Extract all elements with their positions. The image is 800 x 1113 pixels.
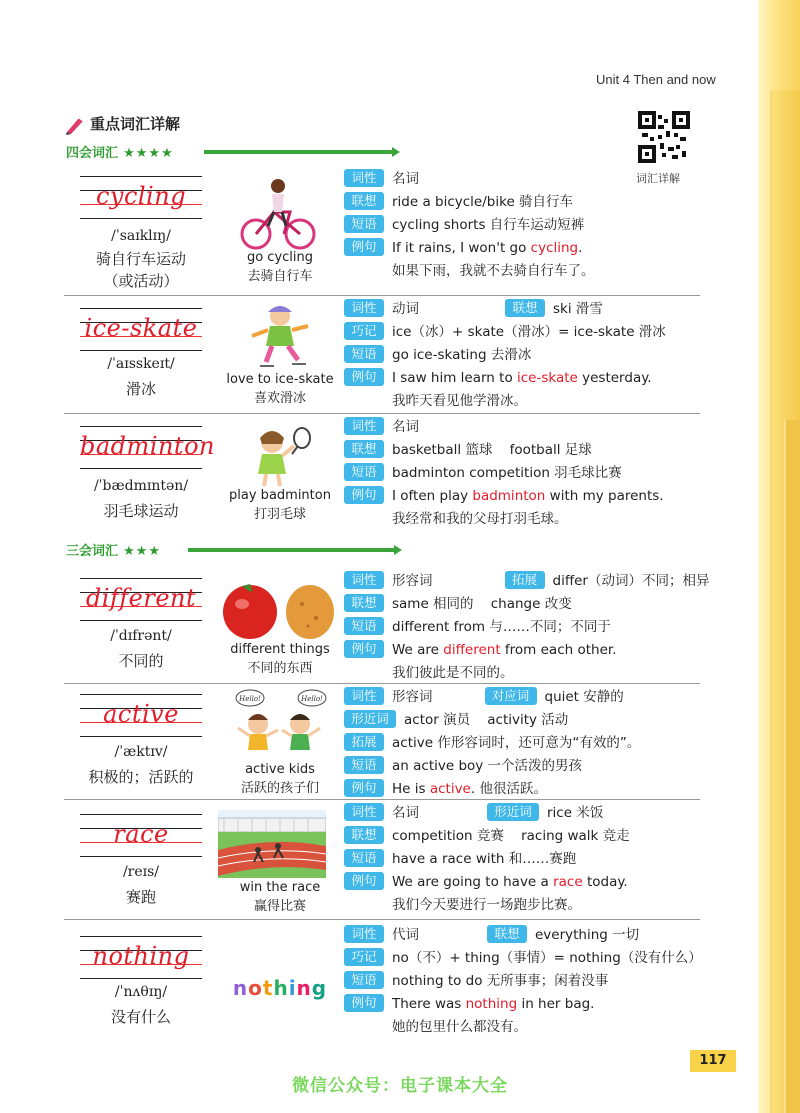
meaning bbox=[64, 886, 218, 908]
detail-text: ride a bicycle/bike 骑自行车 bbox=[392, 194, 574, 210]
detail-text: basketball 篮球 football 足球 bbox=[392, 442, 592, 458]
tag-label: 例句 bbox=[344, 779, 384, 797]
picture-caption bbox=[214, 370, 346, 408]
tag-label: 例句 bbox=[344, 872, 384, 890]
detail-text: 名词 bbox=[392, 805, 419, 821]
tag-label: 巧记 bbox=[344, 322, 384, 340]
word-writing-lines bbox=[80, 176, 202, 220]
translation: 如果下雨，我就不去骑自行车了。 bbox=[392, 263, 595, 279]
detail-text: ski 滑雪 bbox=[553, 301, 603, 317]
vocab-word: ice-skate bbox=[84, 314, 198, 342]
example-text: today. bbox=[582, 874, 628, 890]
example-row bbox=[344, 367, 704, 390]
detail-text: 形容词 bbox=[392, 689, 433, 705]
detail-text: differ（动词）不同；相异 bbox=[552, 573, 710, 589]
vocab-entry-active bbox=[64, 684, 700, 800]
highlight-word: nothing bbox=[465, 996, 518, 1012]
tag-label: 词性 bbox=[344, 803, 384, 821]
meaning-line: 骑自行车运动 bbox=[95, 250, 186, 268]
picture-caption bbox=[214, 878, 346, 916]
picture-caption bbox=[214, 248, 346, 286]
level-divider bbox=[204, 150, 394, 154]
caption-en: active kids bbox=[245, 762, 315, 777]
level-three-stars: ★★★ bbox=[123, 544, 162, 559]
example-text: If it rains, I won't go bbox=[392, 240, 531, 256]
phonetic: /ˈæktɪv/ bbox=[114, 744, 168, 760]
meaning-line: 不同的 bbox=[118, 652, 164, 670]
tag-label: 词性 bbox=[344, 169, 384, 187]
example-text: . bbox=[578, 240, 583, 256]
detail-row bbox=[344, 462, 704, 485]
tag-label: 短语 bbox=[344, 849, 384, 867]
vocab-entry-different bbox=[64, 568, 710, 684]
word-details bbox=[344, 802, 704, 917]
meaning-line: 赛跑 bbox=[125, 888, 156, 906]
vocab-word: race bbox=[113, 820, 169, 848]
meaning bbox=[64, 766, 218, 788]
tag-label: 例句 bbox=[344, 640, 384, 658]
tag-label: 巧记 bbox=[344, 948, 384, 966]
detail-row bbox=[344, 616, 704, 639]
detail-text: 形容词 bbox=[392, 573, 433, 589]
detail-text: no（不）+ thing（事情）= nothing（没有什么） bbox=[392, 950, 702, 966]
vocab-word: different bbox=[85, 584, 197, 612]
level-four-label: 四会词汇 bbox=[66, 146, 119, 161]
detail-row bbox=[344, 825, 704, 848]
example-row bbox=[344, 871, 704, 894]
level-three-label: 三会词汇 bbox=[66, 544, 119, 559]
word-writing-lines bbox=[80, 426, 215, 470]
word-details bbox=[344, 416, 704, 531]
highlight-word: different bbox=[443, 642, 501, 658]
caption-zh: 赢得比赛 bbox=[253, 899, 306, 914]
translation: 我们彼此是不同的。 bbox=[392, 665, 514, 681]
tag-label: 拓展 bbox=[344, 733, 384, 751]
caption-zh: 打羽毛球 bbox=[253, 507, 306, 522]
detail-text: go ice-skating 去滑冰 bbox=[392, 347, 532, 363]
tomato-potato-picture bbox=[218, 578, 342, 640]
pencil-icon bbox=[64, 115, 86, 135]
footer-watermark: 微信公众号：电子课本大全 bbox=[292, 1076, 508, 1096]
detail-row bbox=[344, 947, 704, 970]
tag-label: 联想 bbox=[344, 594, 384, 612]
word-art-letter: n bbox=[232, 976, 249, 1000]
example-text: There was bbox=[392, 996, 466, 1012]
detail-row bbox=[344, 924, 704, 947]
picture-caption bbox=[214, 760, 346, 798]
vocab-entry-cycling bbox=[64, 166, 700, 296]
detail-text: everything 一切 bbox=[535, 927, 640, 943]
tag-label: 例句 bbox=[344, 368, 384, 386]
example-text: We are going to have a bbox=[392, 874, 554, 890]
word-art-letter: h bbox=[273, 976, 289, 1000]
phonetic: /ˈaɪsskeɪt/ bbox=[107, 356, 175, 372]
example-row bbox=[344, 993, 704, 1016]
speech-bubble-text: Hello! bbox=[239, 695, 261, 703]
caption-en: play badminton bbox=[229, 488, 331, 503]
translation: 她的包里什么都没有。 bbox=[392, 1019, 527, 1035]
caption-en: win the race bbox=[239, 880, 321, 895]
translation: 我们今天要进行一场跑步比赛。 bbox=[392, 897, 581, 913]
vocab-entry-ice-skate bbox=[64, 296, 700, 414]
caption-zh: 活跃的孩子们 bbox=[240, 781, 319, 796]
detail-text: 名词 bbox=[392, 171, 419, 187]
detail-row bbox=[344, 593, 704, 616]
detail-row bbox=[344, 191, 704, 214]
word-writing-lines bbox=[80, 578, 202, 622]
detail-text: 代词 bbox=[392, 927, 419, 943]
ice-skate-picture bbox=[222, 304, 338, 372]
tag-label: 例句 bbox=[344, 486, 384, 504]
detail-row bbox=[344, 732, 704, 755]
meaning-line: 滑冰 bbox=[125, 380, 156, 398]
meaning bbox=[64, 378, 218, 400]
caption-en: different things bbox=[230, 642, 330, 657]
meaning bbox=[64, 248, 218, 292]
translation: 我经常和我的父母打羽毛球。 bbox=[392, 511, 568, 527]
caption-zh: 不同的东西 bbox=[247, 661, 313, 676]
detail-row bbox=[344, 298, 704, 321]
tag-label: 短语 bbox=[344, 463, 384, 481]
detail-row bbox=[344, 686, 704, 709]
meaning-line: 积极的；活跃的 bbox=[88, 768, 194, 786]
tag-label: 拓展 bbox=[505, 571, 545, 589]
page-number: 117 bbox=[690, 1050, 736, 1072]
race-track-picture bbox=[218, 810, 326, 878]
unit-title: Unit 4 Then and now bbox=[596, 72, 716, 87]
detail-row bbox=[344, 214, 704, 237]
meaning bbox=[64, 500, 218, 522]
detail-row bbox=[344, 416, 704, 439]
vocab-entry-nothing bbox=[64, 922, 700, 1040]
qr-code-icon bbox=[638, 111, 690, 163]
highlight-word: badminton bbox=[472, 488, 546, 504]
tag-label: 短语 bbox=[344, 345, 384, 363]
tag-label: 例句 bbox=[344, 238, 384, 256]
page-edge-deep bbox=[784, 420, 800, 1113]
example-text: I saw him learn to bbox=[392, 370, 517, 386]
detail-row bbox=[344, 439, 704, 462]
detail-row bbox=[344, 321, 704, 344]
tag-label: 短语 bbox=[344, 756, 384, 774]
word-writing-lines bbox=[80, 936, 202, 980]
tag-label: 词性 bbox=[344, 925, 384, 943]
vocab-word: active bbox=[103, 700, 179, 728]
example-row bbox=[344, 237, 704, 260]
tag-label: 例句 bbox=[344, 994, 384, 1012]
phonetic: /ˈnʌθɪŋ/ bbox=[114, 984, 168, 1000]
example-text: He is bbox=[392, 781, 430, 797]
vocab-word: badminton bbox=[80, 432, 215, 460]
example-row bbox=[344, 485, 704, 508]
phonetic: /ˈdɪfrənt/ bbox=[110, 628, 172, 644]
detail-row bbox=[344, 755, 704, 778]
detail-text: nothing to do 无所事事；闲着没事 bbox=[392, 973, 609, 989]
vocab-entry-race bbox=[64, 800, 700, 920]
phonetic: /ˈbædmɪntən/ bbox=[93, 478, 189, 494]
vocab-entry-badminton bbox=[64, 414, 700, 538]
detail-text: badminton competition 羽毛球比赛 bbox=[392, 465, 622, 481]
section-title: 重点词汇详解 bbox=[90, 115, 181, 133]
phonetic: /ˈsaɪklɪŋ/ bbox=[111, 228, 171, 244]
caption-zh: 喜欢滑冰 bbox=[253, 391, 306, 406]
level-four-stars: ★★★★ bbox=[123, 146, 174, 161]
meaning bbox=[64, 1006, 218, 1028]
word-art-letter: i bbox=[288, 976, 297, 1000]
word-details bbox=[344, 686, 704, 801]
detail-row bbox=[344, 970, 704, 993]
word-details bbox=[344, 570, 710, 685]
tag-label: 短语 bbox=[344, 617, 384, 635]
word-writing-lines bbox=[80, 814, 202, 858]
picture-caption bbox=[214, 640, 346, 678]
tag-label: 短语 bbox=[344, 215, 384, 233]
tag-label: 对应词 bbox=[485, 687, 537, 705]
vocab-word: nothing bbox=[92, 942, 190, 970]
translation: 我昨天看见他学滑冰。 bbox=[392, 393, 527, 409]
tag-label: 联想 bbox=[344, 192, 384, 210]
tag-label: 形近词 bbox=[487, 803, 539, 821]
badminton-picture bbox=[222, 424, 338, 488]
detail-text: different from 与……不同；不同于 bbox=[392, 619, 611, 635]
tag-label: 词性 bbox=[344, 571, 384, 589]
detail-text: actor 演员 activity 活动 bbox=[404, 712, 569, 728]
level-divider bbox=[188, 548, 396, 552]
detail-text: have a race with 和……赛跑 bbox=[392, 851, 577, 867]
word-writing-lines bbox=[80, 308, 202, 352]
detail-text: 名词 bbox=[392, 419, 419, 435]
highlight-word: ice-skate bbox=[517, 370, 578, 386]
tag-label: 联想 bbox=[344, 440, 384, 458]
example-text: yesterday. bbox=[577, 370, 652, 386]
detail-row bbox=[344, 168, 704, 191]
example-text: with my parents. bbox=[545, 488, 664, 504]
detail-text: same 相同的 change 改变 bbox=[392, 596, 572, 612]
caption-zh: 去骑自行车 bbox=[247, 269, 313, 284]
caption-en: love to ice-skate bbox=[226, 372, 334, 387]
word-writing-lines bbox=[80, 694, 202, 738]
word-art-letter: t bbox=[262, 976, 274, 1000]
detail-text: cycling shorts 自行车运动短裤 bbox=[392, 217, 585, 233]
tag-label: 联想 bbox=[344, 826, 384, 844]
detail-row bbox=[344, 344, 704, 367]
word-details bbox=[344, 168, 704, 283]
detail-row bbox=[344, 570, 710, 593]
word-art-letter: o bbox=[248, 976, 263, 1000]
tag-label: 短语 bbox=[344, 971, 384, 989]
example-text: in her bag. bbox=[517, 996, 595, 1012]
detail-text: rice 米饭 bbox=[547, 805, 604, 821]
detail-text: ice（冰）+ skate（滑冰）= ice-skate 滑冰 bbox=[392, 324, 666, 340]
word-art-letter: g bbox=[311, 976, 328, 1000]
tag-label: 联想 bbox=[487, 925, 527, 943]
detail-text: quiet 安静的 bbox=[544, 689, 624, 705]
highlight-word: cycling bbox=[530, 240, 579, 256]
tag-label: 词性 bbox=[344, 417, 384, 435]
cycling-picture bbox=[222, 176, 338, 250]
tag-label: 词性 bbox=[344, 299, 384, 317]
detail-row bbox=[344, 848, 704, 871]
example-text: We are bbox=[392, 642, 444, 658]
qr-caption: 词汇详解 bbox=[636, 172, 680, 185]
vocab-word: cycling bbox=[95, 182, 187, 210]
word-details bbox=[344, 924, 704, 1039]
meaning-line: （或活动） bbox=[103, 272, 179, 290]
active-kids-picture bbox=[222, 688, 338, 764]
word-details bbox=[344, 298, 704, 413]
detail-row bbox=[344, 802, 704, 825]
detail-row bbox=[344, 709, 704, 732]
detail-text: competition 竞赛 racing walk 竞走 bbox=[392, 828, 630, 844]
level-four-heading bbox=[66, 142, 336, 162]
example-row bbox=[344, 639, 704, 662]
example-text: . 他很活跃。 bbox=[470, 781, 547, 797]
detail-text: 动词 bbox=[392, 301, 419, 317]
tag-label: 联想 bbox=[505, 299, 545, 317]
detail-text: active 作形容词时，还可意为“有效的”。 bbox=[392, 735, 641, 751]
caption-en: go cycling bbox=[246, 250, 314, 265]
example-text: from each other. bbox=[500, 642, 617, 658]
detail-text: an active boy 一个活泼的男孩 bbox=[392, 758, 583, 774]
meaning-line: 没有什么 bbox=[110, 1008, 171, 1026]
speech-bubble-text: Hello! bbox=[301, 695, 323, 703]
tag-label: 词性 bbox=[344, 687, 384, 705]
word-art-letter: n bbox=[296, 976, 312, 1000]
phonetic: /reɪs/ bbox=[122, 864, 160, 880]
example-text: I often play bbox=[392, 488, 473, 504]
example-row bbox=[344, 778, 704, 801]
level-three-heading bbox=[66, 540, 336, 560]
highlight-word: active bbox=[429, 781, 471, 797]
nothing-word-art bbox=[220, 976, 340, 1000]
meaning-line: 羽毛球运动 bbox=[103, 502, 179, 520]
picture-caption bbox=[214, 486, 346, 524]
section-heading bbox=[64, 113, 180, 135]
tag-label: 形近词 bbox=[344, 710, 396, 728]
meaning bbox=[64, 650, 218, 672]
highlight-word: race bbox=[553, 874, 583, 890]
